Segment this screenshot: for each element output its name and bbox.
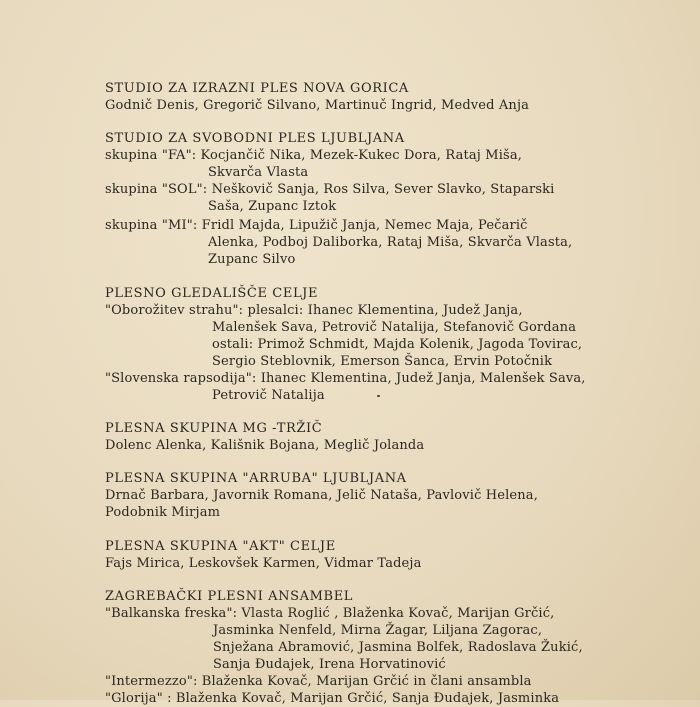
section-text-line: Skvarča Vlasta — [208, 165, 309, 180]
section-heading: ZAGREBAČKI PLESNI ANSAMBEL — [105, 589, 354, 604]
section-heading: STUDIO ZA IZRAZNI PLES NOVA GORICA — [105, 81, 409, 96]
section-text-line: skupina "SOL": Neškovič Sanja, Ros Silva, Sever Slavko, Staparski — [105, 182, 555, 197]
section-text-line: Saša, Zupanc Iztok — [208, 199, 337, 214]
section-text-line: Alenka, Podboj Daliborka, Rataj Miša, Skvarča Vlasta, — [208, 235, 573, 250]
section-text-line: "Balkanska freska": Vlasta Roglić , Blaženka Kovač, Marijan Grčić, — [105, 606, 555, 621]
section-text-line: skupina "MI": Fridl Majda, Lipužič Janja, Nemec Maja, Pečarič — [105, 218, 528, 233]
section-text-line: Sergio Steblovnik, Emerson Šanca, Ervin Potočnik — [212, 354, 553, 369]
section-text-line: skupina "FA": Kocjančič Nika, Mezek-Kukec Dora, Rataj Miša, — [105, 148, 523, 163]
section-heading: STUDIO ZA SVOBODNI PLES LJUBLJANA — [105, 131, 405, 146]
section-text-line: "Oborožitev strahu": plesalci: Ihanec Klementina, Judež Janja, — [105, 303, 523, 318]
section-text-line: Podobnik Mirjam — [105, 505, 221, 520]
section-text-line: Snježana Abramović, Jasmina Bolfek, Radoslava Žukić, — [213, 640, 583, 655]
section-text-line: ostali: Primož Schmidt, Majda Kolenik, Jagoda Tovirac, — [212, 337, 583, 352]
section-text-line: Malenšek Sava, Petrovič Natalija, Stefanovič Gordana — [212, 320, 577, 335]
section-heading: PLESNO GLEDALIŠČE CELJE — [105, 286, 319, 301]
section-text-line: "Glorija" : Blaženka Kovač, Marijan Grčić, Sanja Đudajek, Jasminka — [105, 691, 560, 706]
section-text-line: "Slovenska rapsodija": Ihanec Klementina, Judež Janja, Malenšek Sava, — [105, 371, 586, 386]
section-text-line: Fajs Mirica, Leskovšek Karmen, Vidmar Tadeja — [105, 556, 422, 571]
section-text-line: Jasminka Nenfeld, Mirna Žagar, Liljana Zagorac, — [213, 623, 543, 638]
section-heading: PLESNA SKUPINA "ARRUBA" LJUBLJANA — [105, 471, 407, 486]
ink-speck — [377, 395, 380, 397]
section-text-line: "Intermezzo": Blaženka Kovač, Marijan Grčić in člani ansambla — [105, 674, 532, 689]
section-text-line: Petrovič Natalija — [212, 388, 325, 403]
section-text-line: Drnač Barbara, Javornik Romana, Jelič Nataša, Pavlovič Helena, — [105, 488, 538, 503]
section-text-line: Zupanc Silvo — [208, 252, 296, 267]
section-text-line: Sanja Đudajek, Irena Horvatinović — [213, 657, 446, 672]
section-heading: PLESNA SKUPINA "AKT" CELJE — [105, 539, 336, 554]
section-text-line: Godnič Denis, Gregorič Silvano, Martinuč Ingrid, Medved Anja — [105, 98, 530, 113]
section-text-line: Dolenc Alenka, Kališnik Bojana, Meglič Jolanda — [105, 438, 425, 453]
section-heading: PLESNA SKUPINA MG -TRŽIČ — [105, 421, 323, 436]
